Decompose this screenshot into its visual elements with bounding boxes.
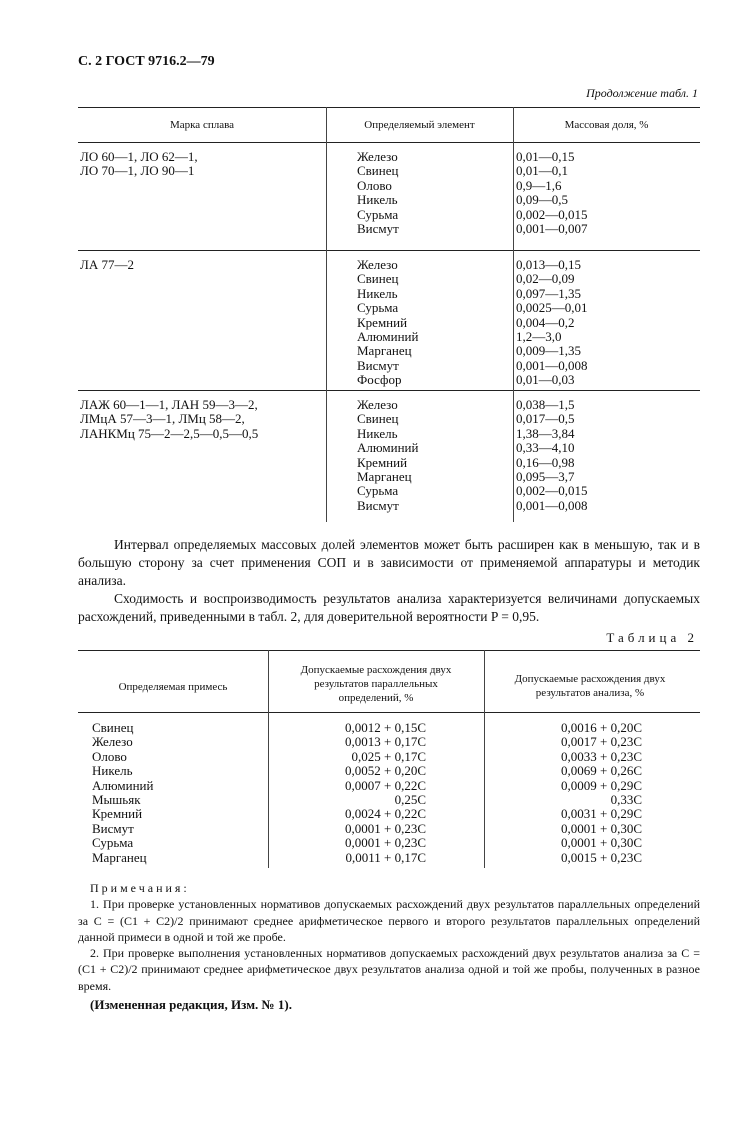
analysis-tolerance: 0,0033 + 0,23C	[560, 748, 642, 764]
element-name: Висмут	[357, 220, 399, 236]
paragraph: Интервал определяемых массовых долей элементов может быть расширен как в меньшую, так и в большую сторону за счет применения СОП и в зависимости от применяемой аппаратуры и методик анализа.	[78, 537, 700, 588]
divider	[78, 142, 700, 143]
parallel-tolerance: 0,0001 + 0,23C	[344, 820, 426, 836]
parallel-tolerance: 0,0011 + 0,17C	[345, 849, 426, 865]
element-name: Кремний	[357, 454, 408, 470]
alloy-name: ЛО 60—1, ЛО 62—1,	[80, 149, 198, 164]
column-divider	[484, 650, 485, 868]
table-1-element-name-cell	[357, 150, 399, 236]
mass-fraction: 0,002—0,015	[516, 483, 588, 499]
table-1-mass-fraction-cell	[516, 258, 588, 388]
mass-fraction: 1,2—3,0	[516, 328, 562, 344]
element-name: Сурьма	[357, 300, 399, 316]
mass-fraction: 0,013—0,15	[516, 257, 581, 272]
column-header: Определяемая примесь	[118, 681, 228, 693]
element-name: Висмут	[92, 820, 134, 836]
element-name: Висмут	[357, 497, 399, 513]
parallel-tolerance: 0,0052 + 0,20C	[344, 763, 426, 779]
element-name: Сурьма	[357, 206, 399, 222]
element-name: Висмут	[357, 357, 399, 373]
mass-fraction: 0,001—0,008	[516, 497, 588, 513]
mass-fraction: 0,01—0,15	[516, 149, 575, 164]
body-text	[78, 536, 700, 626]
element-name: Олово	[92, 748, 127, 764]
mass-fraction: 0,9—1,6	[516, 177, 562, 193]
column-header: Массовая доля, %	[564, 119, 649, 131]
alloy-name: ЛМцА 57—3—1, ЛМц 58—2,	[80, 411, 245, 427]
column-header: Допускаемые расхождения двух результатов параллельных определений, %	[300, 664, 452, 704]
analysis-tolerance: 0,0016 + 0,20C	[560, 720, 642, 735]
element-name: Никель	[357, 425, 398, 441]
element-name: Фосфор	[357, 372, 402, 388]
divider	[78, 250, 700, 251]
column-header: Определяемый элемент	[364, 119, 475, 131]
element-name: Никель	[357, 192, 398, 208]
table-1-element-name-cell	[357, 258, 418, 388]
element-name: Никель	[357, 285, 398, 301]
divider	[78, 390, 700, 391]
element-name: Никель	[92, 763, 133, 779]
alloy-name: ЛО 70—1, ЛО 90—1	[80, 163, 195, 179]
page-header: С. 2 ГОСТ 9716.2—79	[78, 54, 215, 69]
column-header: Марка сплава	[169, 119, 235, 131]
analysis-tolerance: 0,0001 + 0,30C	[560, 820, 642, 836]
mass-fraction: 0,01—0,1	[516, 163, 568, 179]
parallel-tolerance: 0,0012 + 0,15C	[344, 720, 426, 735]
analysis-tolerance: 0,0009 + 0,29C	[560, 777, 642, 793]
element-name: Марганец	[357, 468, 412, 484]
amendment-note: (Измененная редакция, Изм. № 1).	[90, 997, 292, 1013]
analysis-column	[520, 721, 642, 865]
alloy-name: ЛАЖ 60—1—1, ЛАН 59—3—2,	[80, 397, 258, 412]
mass-fraction: 0,0025—0,01	[516, 300, 588, 316]
element-name: Железо	[357, 257, 398, 272]
table-1-element-name-cell	[357, 398, 418, 513]
element-name: Свинец	[92, 720, 134, 735]
mass-fraction: 0,002—0,015	[516, 206, 588, 222]
parallel-tolerance: 0,0001 + 0,23C	[344, 835, 426, 851]
table-2-caption: Таблица 2	[606, 630, 698, 645]
element-name: Марганец	[92, 849, 147, 865]
parallel-tolerance: 0,25C	[394, 791, 426, 807]
element-name: Олово	[357, 177, 392, 193]
element-name: Свинец	[357, 271, 399, 287]
column-divider	[268, 650, 269, 868]
mass-fraction: 0,004—0,2	[516, 314, 575, 330]
element-name: Кремний	[92, 806, 143, 822]
element-name: Свинец	[357, 163, 399, 179]
element-name: Железо	[357, 397, 398, 412]
divider	[78, 712, 700, 713]
parallel-tolerance: 0,0007 + 0,22C	[344, 777, 426, 793]
mass-fraction: 0,038—1,5	[516, 397, 575, 412]
table-1-mass-fraction-cell	[516, 398, 588, 513]
table-1-mass-fraction-cell	[516, 150, 588, 236]
parallel-tolerance: 0,0013 + 0,17C	[344, 734, 426, 750]
column-header: Допускаемые расхождения двух результатов анализа, %	[514, 673, 666, 699]
table-1-alloy-name-cell	[80, 258, 134, 272]
table-1-alloy-name-cell	[80, 398, 258, 441]
analysis-tolerance: 0,0069 + 0,26C	[560, 763, 642, 779]
element-name: Алюминий	[92, 777, 154, 793]
mass-fraction: 0,017—0,5	[516, 411, 575, 427]
analysis-tolerance: 0,0017 + 0,23C	[560, 734, 642, 750]
mass-fraction: 0,33—4,10	[516, 440, 575, 456]
alloy-name: ЛАНКМц 75—2—2,5—0,5—0,5	[80, 425, 259, 441]
note-item: 2. При проверке выполнения установленных нормативов допускаемых расхождений двух результатов анализа за C = (C1 + C2)/2 принимают среднее арифметическое двух результатов анализа одной и той же пробы, полученных в разное время.	[78, 946, 700, 993]
element-name: Мышьяк	[92, 791, 141, 807]
notes-title: Примечания:	[90, 881, 190, 895]
mass-fraction: 0,02—0,09	[516, 271, 575, 287]
mass-fraction: 0,01—0,03	[516, 372, 575, 388]
divider	[78, 107, 700, 108]
notes	[78, 880, 700, 1013]
parallel-column	[300, 721, 426, 865]
element-column	[92, 721, 153, 865]
alloy-name: ЛА 77—2	[80, 257, 134, 272]
parallel-tolerance: 0,0024 + 0,22C	[344, 806, 426, 822]
column-divider	[513, 107, 514, 522]
analysis-tolerance: 0,33C	[610, 791, 642, 807]
mass-fraction: 0,095—3,7	[516, 468, 575, 484]
element-name: Алюминий	[357, 440, 419, 456]
mass-fraction: 0,09—0,5	[516, 192, 568, 208]
element-name: Железо	[357, 149, 398, 164]
analysis-tolerance: 0,0001 + 0,30C	[560, 835, 642, 851]
element-name: Свинец	[357, 411, 399, 427]
element-name: Сурьма	[92, 835, 134, 851]
element-name: Железо	[92, 734, 133, 750]
element-name: Алюминий	[357, 328, 419, 344]
table-continuation-label: Продолжение табл. 1	[586, 86, 698, 100]
mass-fraction: 0,097—1,35	[516, 285, 581, 301]
analysis-tolerance: 0,0015 + 0,23C	[560, 849, 642, 865]
element-name: Кремний	[357, 314, 408, 330]
mass-fraction: 0,001—0,008	[516, 357, 588, 373]
table-1-alloy-name-cell	[80, 150, 198, 179]
column-divider	[326, 107, 327, 522]
divider	[78, 650, 700, 651]
mass-fraction: 1,38—3,84	[516, 425, 575, 441]
element-name: Марганец	[357, 343, 412, 359]
mass-fraction: 0,009—1,35	[516, 343, 581, 359]
mass-fraction: 0,16—0,98	[516, 454, 575, 470]
element-name: Сурьма	[357, 483, 399, 499]
mass-fraction: 0,001—0,007	[516, 220, 588, 236]
note-item: 1. При проверке установленных нормативов допускаемых расхождений двух результатов параллельных определений за C = (C1 + C2)/2 принимают среднее арифметическое первого и второго результатов параллельных определений данной примеси в одной и той же пробе.	[78, 897, 700, 944]
analysis-tolerance: 0,0031 + 0,29C	[560, 806, 642, 822]
paragraph: Сходимость и воспроизводимость результатов анализа характеризуется величинами допускаемых расхождений, приведенными в табл. 2, для доверительной вероятности P = 0,95.	[78, 591, 700, 624]
parallel-tolerance: 0,025 + 0,17C	[351, 748, 426, 764]
